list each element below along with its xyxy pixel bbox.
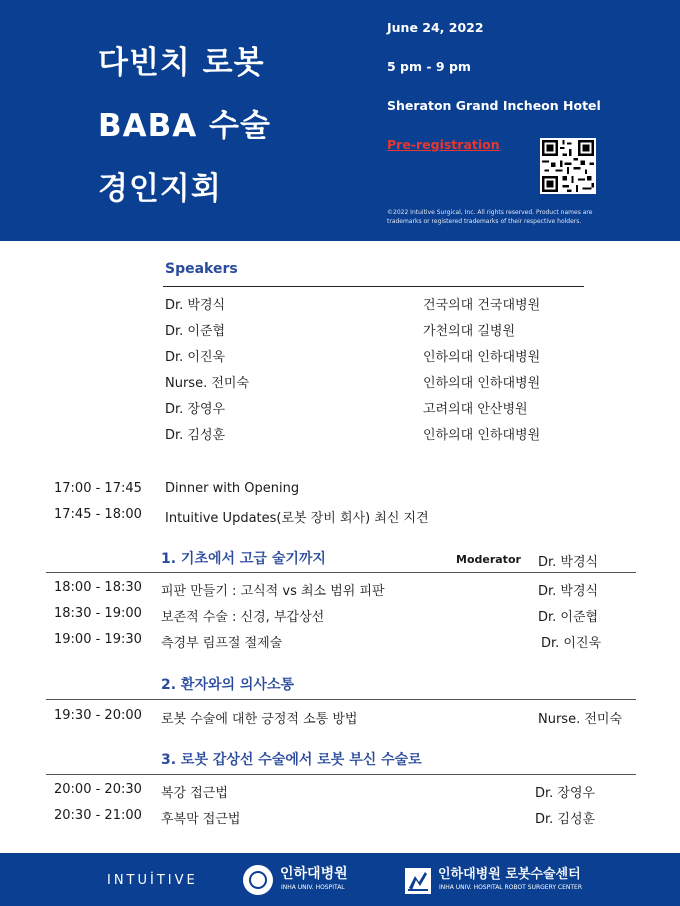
section-3-heading: 3. 로봇 갑상선 수술에서 로봇 부신 수술로 bbox=[161, 752, 422, 768]
speaker-name: Dr. 장영우 bbox=[165, 402, 226, 417]
speakers-heading: Speakers bbox=[165, 261, 238, 277]
agenda-row bbox=[54, 808, 634, 830]
speaker-name: Nurse. 전미숙 bbox=[165, 376, 250, 391]
speaker-affiliation: 건국의대 건국대병원 bbox=[423, 298, 541, 313]
agenda-speaker: Dr. 박경식 bbox=[538, 584, 599, 599]
speaker-affiliation: 인하의대 인하대병원 bbox=[423, 376, 541, 391]
agenda-row bbox=[54, 606, 634, 628]
event-venue: Sheraton Grand Incheon Hotel bbox=[387, 98, 601, 113]
agenda-time: 17:00 - 17:45 bbox=[54, 481, 142, 496]
speaker-name: Dr. 이준협 bbox=[165, 324, 226, 339]
agenda-row bbox=[54, 632, 634, 654]
speaker-affiliation: 고려의대 안산병원 bbox=[423, 402, 528, 417]
agenda-time: 20:00 - 20:30 bbox=[54, 782, 142, 797]
hospital-seal-icon bbox=[243, 865, 273, 895]
agenda-row bbox=[54, 782, 634, 804]
speakers-divider bbox=[163, 286, 584, 287]
agenda-topic: 피판 만들기 : 고식적 vs 최소 범위 피판 bbox=[161, 584, 385, 599]
hospital-subtitle: INHA UNIV. HOSPITAL bbox=[281, 884, 345, 891]
agenda-topic: 후복막 접근법 bbox=[161, 812, 241, 827]
agenda-speaker: Dr. 이준협 bbox=[538, 610, 599, 625]
qr-code[interactable] bbox=[540, 138, 596, 194]
event-title-line-3: 경인지회 bbox=[98, 171, 222, 207]
agenda-topic: 보존적 수술 : 신경, 부갑상선 bbox=[161, 610, 325, 625]
speaker-row bbox=[165, 372, 585, 394]
hospital-name: 인하대병원 bbox=[280, 866, 348, 882]
agenda-speaker: Dr. 김성훈 bbox=[535, 812, 596, 827]
section-1-divider bbox=[46, 572, 636, 573]
speaker-row bbox=[165, 424, 585, 446]
preregistration-link[interactable]: Pre-registration bbox=[387, 137, 500, 152]
robot-center-icon bbox=[405, 868, 431, 894]
moderator-name: Dr. 박경식 bbox=[538, 555, 599, 570]
section-3-divider bbox=[46, 774, 636, 775]
speaker-row bbox=[165, 398, 585, 420]
agenda-row bbox=[54, 481, 634, 503]
speaker-affiliation: 인하의대 인하대병원 bbox=[423, 350, 541, 365]
agenda-topic: 복강 접근법 bbox=[161, 786, 228, 801]
agenda-row bbox=[54, 580, 634, 602]
agenda-topic: 로봇 수술에 대한 긍정적 소통 방법 bbox=[161, 712, 358, 727]
agenda-speaker: Dr. 장영우 bbox=[535, 786, 596, 801]
header-banner bbox=[0, 0, 680, 241]
agenda-row bbox=[54, 708, 634, 730]
speaker-name: Dr. 김성훈 bbox=[165, 428, 226, 443]
intuitive-logo: INTUİTIVE bbox=[107, 873, 198, 888]
agenda-time: 17:45 - 18:00 bbox=[54, 507, 142, 522]
speaker-name: Dr. 이진욱 bbox=[165, 350, 226, 365]
event-title-line-1: 다빈치 로봇 bbox=[98, 45, 265, 81]
agenda-time: 19:00 - 19:30 bbox=[54, 632, 142, 647]
section-1-heading: 1. 기초에서 고급 술기까지 bbox=[161, 551, 326, 567]
agenda-time: 18:00 - 18:30 bbox=[54, 580, 142, 595]
robot-center-name: 인하대병원 로봇수술센터 bbox=[438, 867, 581, 882]
event-title-line-2: BABA 수술 bbox=[98, 108, 271, 144]
agenda-topic: Dinner with Opening bbox=[165, 481, 300, 496]
agenda-time: 20:30 - 21:00 bbox=[54, 808, 142, 823]
speaker-affiliation: 가천의대 길병원 bbox=[423, 324, 516, 339]
event-date: June 24, 2022 bbox=[387, 20, 484, 35]
agenda-speaker: Nurse. 전미숙 bbox=[538, 712, 623, 727]
speaker-affiliation: 인하의대 인하대병원 bbox=[423, 428, 541, 443]
footer-banner bbox=[0, 853, 680, 906]
section-2-heading: 2. 환자와의 의사소통 bbox=[161, 677, 294, 693]
copyright-notice: ©2022 Intuitive Surgical, Inc. All rights reserved. Product names are trademarks or registered trademarks of their respective holders. bbox=[387, 209, 593, 225]
speaker-row bbox=[165, 346, 585, 368]
robot-center-subtitle: INHA UNIV. HOSPITAL ROBOT SURGERY CENTER bbox=[439, 884, 583, 891]
agenda-time: 18:30 - 19:00 bbox=[54, 606, 142, 621]
speaker-name: Dr. 박경식 bbox=[165, 298, 226, 313]
event-time: 5 pm - 9 pm bbox=[387, 59, 471, 74]
agenda-topic: Intuitive Updates(로봇 장비 회사) 최신 지견 bbox=[165, 511, 429, 526]
section-2-divider bbox=[46, 699, 636, 700]
agenda-time: 19:30 - 20:00 bbox=[54, 708, 142, 723]
agenda-topic: 측경부 림프절 절제술 bbox=[161, 636, 283, 651]
speaker-row bbox=[165, 294, 585, 316]
agenda-speaker: Dr. 이진욱 bbox=[541, 636, 602, 651]
agenda-row bbox=[54, 507, 634, 529]
moderator-label: Moderator bbox=[456, 553, 521, 566]
speaker-row bbox=[165, 320, 585, 342]
